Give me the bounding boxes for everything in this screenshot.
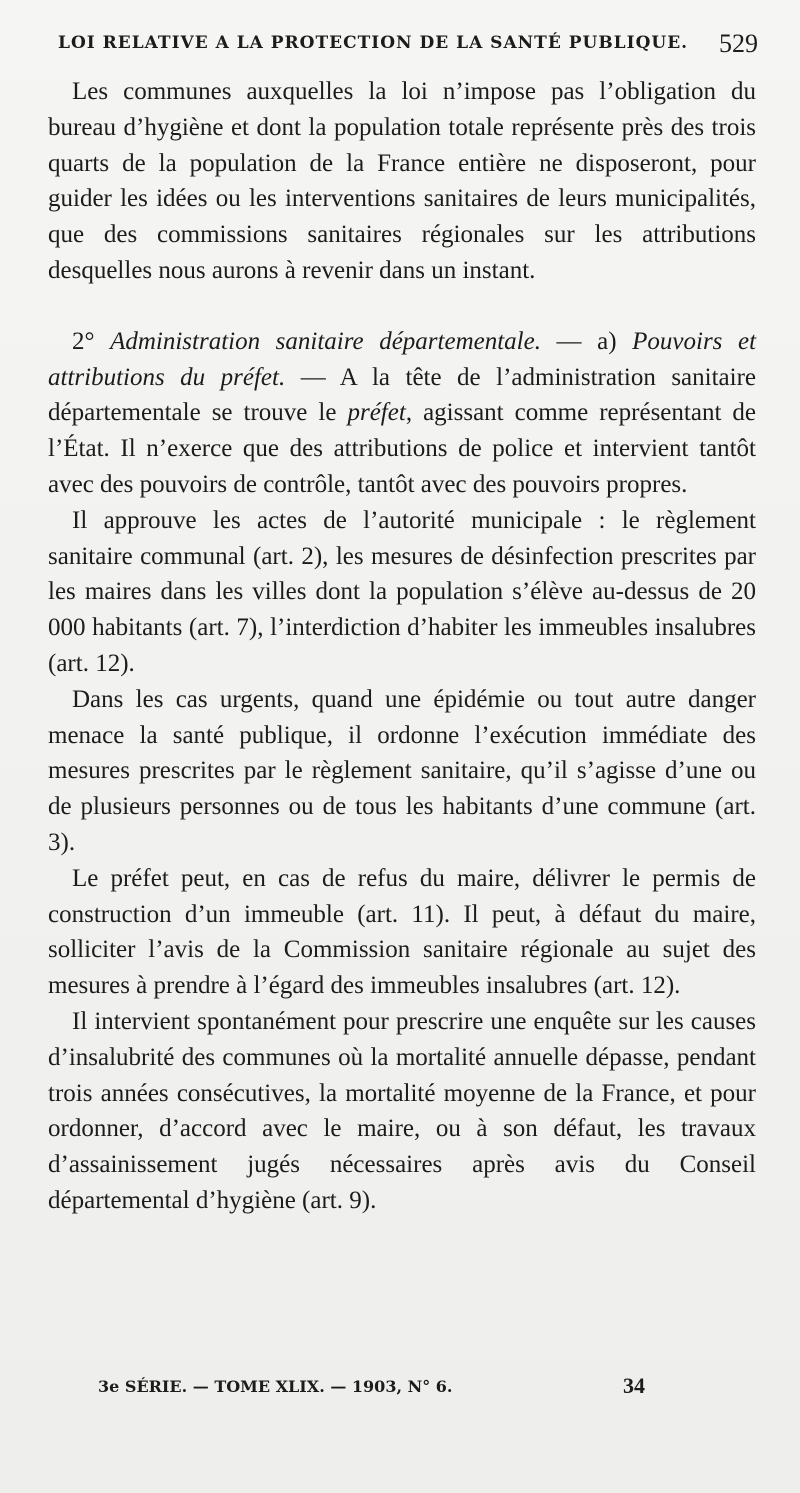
section-subheading: Pouvoirs et attributions du préfet. (48, 327, 757, 391)
heading-dash: — a) (540, 327, 633, 355)
running-header (58, 29, 758, 63)
series-line: 3e SÉRIE. — TOME XLIX. — 1903, N° 6. (98, 1377, 453, 1396)
body-text (48, 74, 756, 1219)
paragraph-6: Il intervient spontanément pour prescrire une enquête sur les causes d’insalubrité des communes où la mortalité annuelle dépasse, pendant trois années consécutives, la mortalité moyenne de la France, et pour ordonner, d’accord avec le maire, ou à son défaut, les travaux d’assainissement jugés nécessaires après avis du Conseil départemental d’hygiène (art. 9). (48, 1007, 756, 1214)
paragraph-2-text-b: , agissant comme représentant de l’État. Il n’exerce que des attributions de police et intervient tantôt avec des pouvoirs de contrôle, tantôt avec des pouvoirs propres. (48, 399, 756, 498)
section-number: 2° (72, 327, 111, 355)
paragraph-5: Le préfet peut, en cas de refus du maire, délivrer le permis de construction d’un immeuble (art. 11). Il peut, à défaut du maire, solliciter l’avis de la Commission sanitaire régionale au sujet des mesures à prendre à l’égard des immeubles insalubres (art. 12). (48, 864, 756, 1000)
paragraph-1: Les communes auxquelles la loi n’impose pas l’obligation du bureau d’hygiène et dont la population totale représente près des trois quarts de la population de la France entière ne disposeront, pour guider les idées ou les interventions sanitaires de leurs municipalités, que des commissions sanitaires régionales sur les attributions desquelles nous aurons à revenir dans un instant. (48, 78, 756, 284)
paragraph-4: Dans les cas urgents, quand une épidémie ou tout autre danger menace la santé publique, il ordonne l’exécution immédiate des mesures prescrites par le règlement sanitaire, qu’il s’agisse d’une ou de plusieurs personnes ou de tous les habitants d’une commune (art. 3). (48, 685, 756, 856)
page-footer (58, 1373, 658, 1407)
paragraph-2 (48, 324, 756, 503)
section-heading: Administration sanitaire départementale. (110, 327, 541, 355)
italic-term: préfet (347, 399, 406, 427)
paragraph-2-text-a: — A la tête de l’administration sanitaire départementale se trouve le (48, 363, 756, 427)
signature-mark: 34 (623, 1373, 645, 1398)
page-number: 529 (719, 29, 758, 58)
running-title: LOI RELATIVE A LA PROTECTION DE LA SANTÉ PUBLIQUE. (58, 33, 689, 53)
paragraph-3: Il approuve les actes de l’autorité municipale : le règlement sanitaire communal (art. 2), les mesures de désinfection prescrites par les maires dans les villes dont la population s’élève au-dessus de 20 000 habitants (art. 7), l’interdiction d’habiter les immeubles insalubres (art. 12). (48, 506, 756, 677)
